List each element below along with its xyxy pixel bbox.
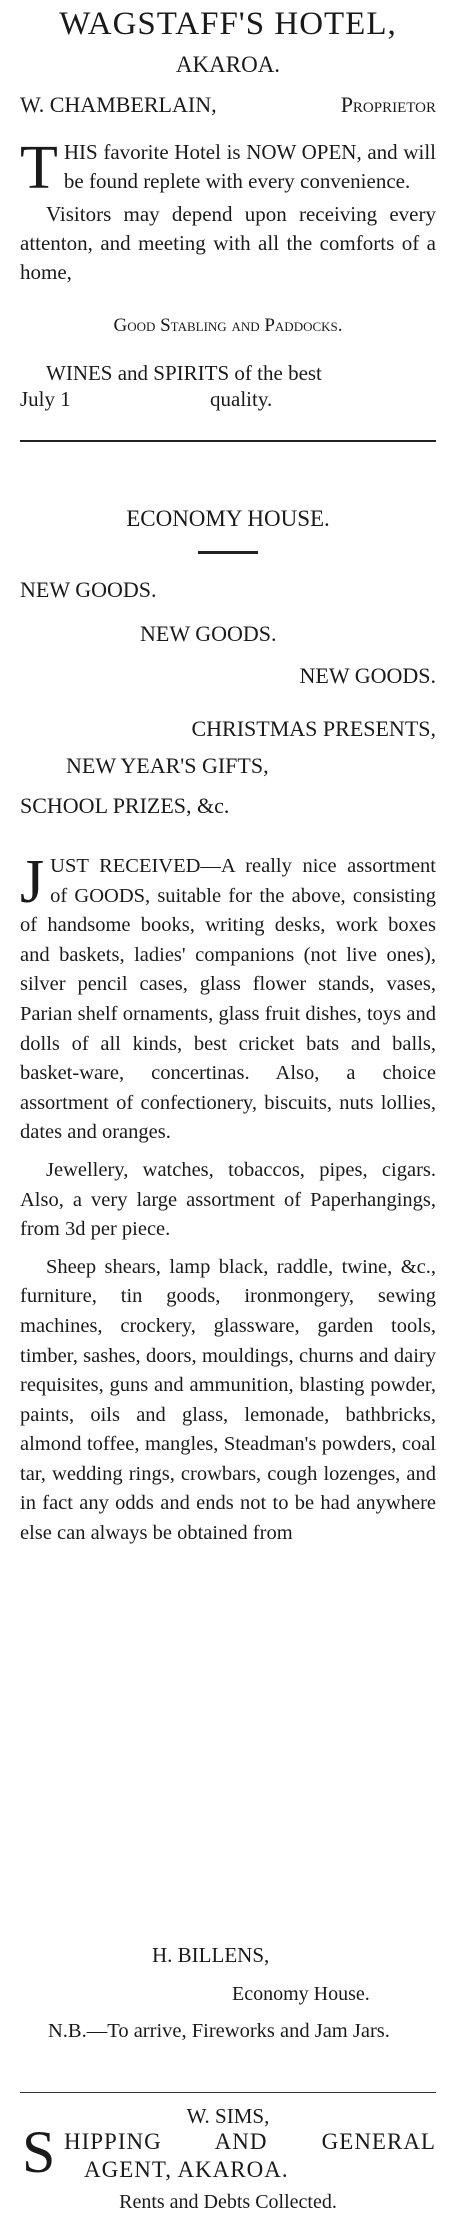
economy-title: ECONOMY HOUSE. (126, 506, 330, 531)
title-dash (198, 551, 258, 554)
hotel-para-2: Visitors may depend upon receiving every attenton, and meeting with all the comforts of a home, (20, 202, 436, 284)
signer-name: H. BILLENS, (152, 1943, 270, 1967)
separator-rule-1 (20, 440, 436, 442)
stabling-line: Good Stabling and Paddocks. (113, 315, 343, 336)
proprietor-name: W. CHAMBERLAIN, (20, 92, 217, 117)
economy-para-3: Sheep shears, lamp black, raddle, twine, &c., furniture, tin goods, ironmongery, sewing machines, crockery, glassware, garden tools, timber, sashes, doors, mouldings, churns and dairy requisites, guns and ammunition, blasting powder, paints, oils and glass, lemonade, bathbricks, almond toffee, mangles, Steadman's powders, coal tar, wedding rings, crowbars, cough lozenges, and in fact any odds and ends not to be had anywhere else can always be obtained from (20, 1255, 436, 1545)
gifts-line-1: CHRISTMAS PRESENTS, (191, 716, 436, 741)
hotel-place: AKAROA. (175, 52, 281, 77)
sims-line-1: HIPPING AND GENERAL (64, 2129, 436, 2154)
economy-para-2: Jewellery, watches, tobaccos, pipes, cigars. Also, a very large assortment of Paperhangings, from 3d per piece. (20, 1158, 436, 1241)
signer-place: Economy House. (232, 1983, 370, 2005)
new-goods-1: NEW GOODS. (20, 577, 157, 602)
hotel-title: WAGSTAFF'S HOTEL, (59, 6, 397, 42)
sims-name: W. SIMS, (186, 2104, 270, 2128)
sims-line-2: AGENT, AKAROA. (84, 2157, 289, 2182)
quality-text: quality. (210, 387, 273, 411)
wines-line: WINES and SPIRITS of the best (46, 361, 322, 385)
economy-para-1: UST RECEIVED—A really nice assortment of GOODS, suitable for the above, consisting of handsome books, writing desks, work boxes and baskets, ladies' companions (not live ones), silver pencil cases, glass flower stands, vases, Parian shelf ornaments, glass fruit dishes, toys and dolls of all kinds, best cricket bats and balls, basket-ware, concertinas. Also, a choice assortment of confectionery, biscuits, nuts lollies, dates and oranges. (20, 855, 436, 1144)
nb-note: N.B.—To arrive, Fireworks and Jam Jars. (48, 2020, 390, 2042)
sims-line-3: Rents and Debts Collected. (119, 2191, 337, 2213)
economy-body (20, 848, 436, 1549)
new-goods-2: NEW GOODS. (140, 621, 277, 646)
date-line (20, 387, 436, 412)
proprietor-line (20, 92, 436, 118)
gifts-line-3: SCHOOL PRIZES, &c. (20, 793, 230, 818)
separator-rule-2 (20, 2092, 436, 2093)
new-goods-3: NEW GOODS. (299, 663, 436, 688)
date-text: July 1 (20, 387, 71, 411)
proprietor-label: Proprietor (340, 92, 436, 117)
dropcap-j: J (20, 848, 45, 916)
hotel-para-1: HIS favorite Hotel is NOW OPEN, and will be found replete with every convenience. (63, 140, 436, 193)
gifts-line-2: NEW YEAR'S GIFTS, (66, 753, 269, 778)
sims-dropcap: S (22, 2119, 56, 2185)
dropcap-t: T (20, 134, 58, 202)
hotel-body (20, 134, 436, 287)
